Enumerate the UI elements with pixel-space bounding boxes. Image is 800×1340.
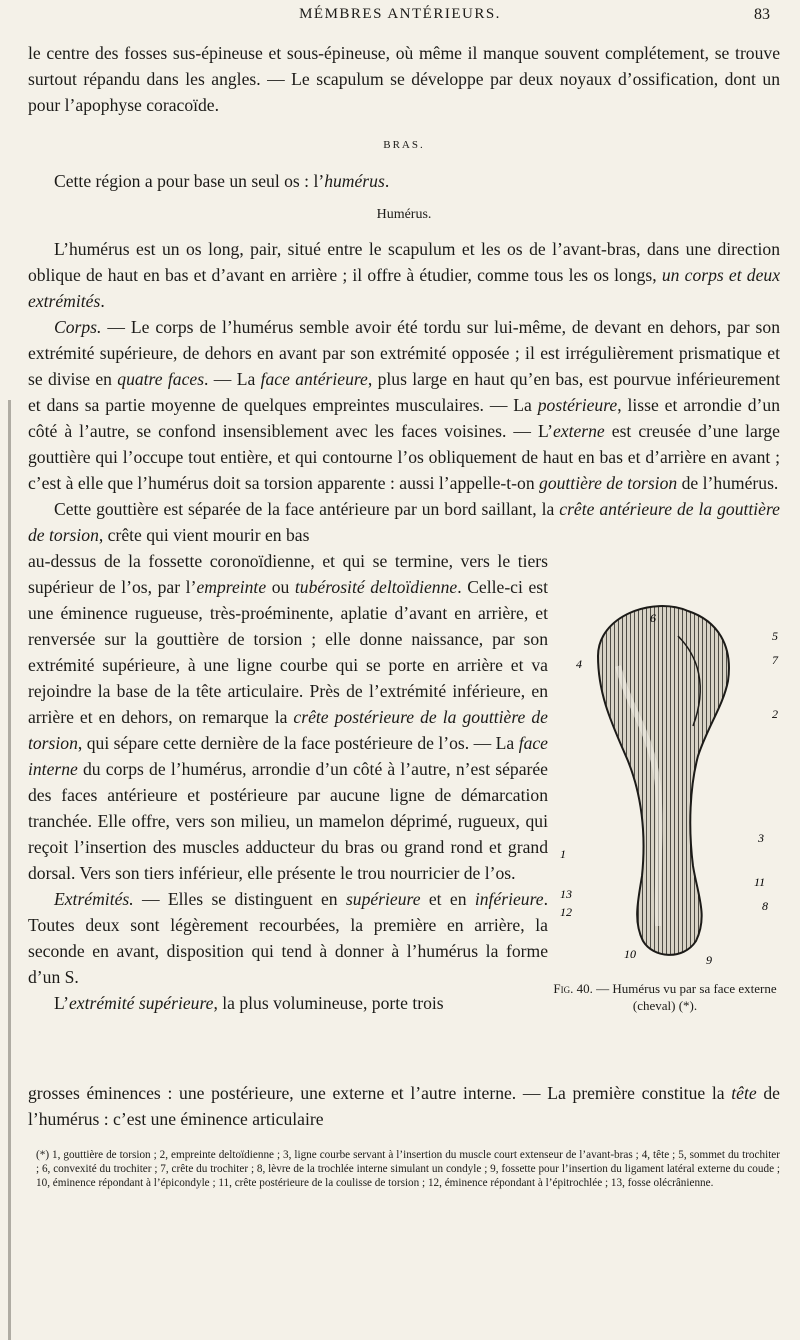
paragraph-corps: Corps. — Le corps de l’humérus semble avoir été tordu sur lui-même, de devant en dehors, par son extrémité supérieure, de dehors en avant par son extrémité opposée ; il est irrégulièrement prismatique et se divise en quatre faces. — La face antérieure, plus large en haut qu’en bas, est pourvue inférieurement et dans sa partie moyenne de quelques empreintes musculaires. — La postérieure, lisse et arrondie d’un côté à l’autre, se confond insensiblement avec les faces voisines. — L’externe est creusée d’une large gouttière qui l’occupe tout entière, et qui contourne l’os obliquement de haut en bas et d’arrière en avant ; c’est à elle que l’humérus doit sa torsion apparente : aussi l’appelle-t-on gouttière de torsion de l’humérus. <box>28 317 780 493</box>
figure-label: 11 <box>754 875 766 889</box>
humerus-illustration <box>558 596 788 966</box>
figure-label: 6 <box>650 611 656 625</box>
figure-label: 5 <box>772 629 778 643</box>
figure-label: 2 <box>772 707 778 721</box>
running-title: MÉMBRES ANTÉRIEURS. <box>299 6 501 22</box>
page-number: 83 <box>754 6 770 23</box>
figure-label: 10 <box>624 947 636 961</box>
section-heading: BRAS. <box>383 139 425 151</box>
section-intro: Cette région a pour base un seul os : l’humérus. <box>54 171 390 191</box>
figure-label: 12 <box>560 905 572 919</box>
humerus-figure <box>558 596 788 966</box>
paragraph-crete-intro: Cette gouttière est séparée de la face antérieure par un bord saillant, la crête antérieure de la gouttière de torsion, crête qui vient mourir en bas <box>28 499 780 545</box>
paragraph-extremite-cont: grosses éminences : une postérieure, une externe et l’autre interne. — La première constitue la tête de l’humérus : c’est une éminence articulaire <box>28 1083 780 1129</box>
paragraph-crete: au-dessus de la fossette coronoïdienne, et qui se termine, vers le tiers supérieur de l’os, par l’empreinte ou tubérosité deltoïdienne. Celle-ci est une éminence rugueuse, très-proéminente, aplatie d’avant en arrière, et renversée sur la gouttière de torsion ; elle donne naissance, par son extrémité supérieure, à une ligne courbe qui se porte en arrière et va rejoindre la base de la tête articulaire. Près de l’extrémité inférieure, en arrière et en dehors, on remarque la crête postérieure de la gouttière de torsion, qui sépare cette dernière de la face postérieure de l’os. — La face interne du corps de l’humérus, arrondie d’un côté à l’autre, n’est séparée des faces antérieure et postérieure par aucune ligne de démarcation tranchée. Elle offre, vers son milieu, un mamelon déprimé, rugueux, qui reçoit l’insertion des muscles adducteur du bras ou grand rond et grand dorsal. Vers son tiers inférieur, elle présente le trou nourricier de l’os. <box>28 551 549 883</box>
running-head <box>0 6 800 32</box>
intro-paragraph: le centre des fosses sus-épineuse et sous-épineuse, où même il manque souvent complétement, se trouve surtout répandu dans les angles. — Le scapulum se développe par deux noyaux d’ossification, dont un pour l’apophyse coracoïde. <box>28 43 780 115</box>
figure-caption: Fig. 40. — Humérus vu par sa face externe (cheval) (*). <box>553 981 777 1013</box>
figure-label: 4 <box>576 657 582 671</box>
figure-label: 1 <box>560 847 566 861</box>
figure-label: 3 <box>758 831 764 845</box>
subsection-heading: Humérus. <box>376 207 432 222</box>
binding-shadow <box>8 400 11 1340</box>
figure-label: 13 <box>560 887 572 901</box>
humerus-bone <box>598 606 729 955</box>
paragraph-extremites: Extrémités. — Elles se distinguent en supérieure et en inférieure. Toutes deux sont légèrement recourbées, la première en arrière, la seconde en avant, disposition qui tend à donner à l’humérus la forme d’un S. <box>28 889 549 987</box>
paragraph-extremite-sup: L’extrémité supérieure, la plus volumineuse, porte trois <box>54 993 444 1013</box>
figure-label: 8 <box>762 899 768 913</box>
wrapped-column <box>28 548 548 1016</box>
figure-label: 7 <box>772 653 778 667</box>
text-after-figure <box>28 1080 780 1132</box>
paragraph-general: L’humérus est un os long, pair, situé entre le scapulum et les os de l’avant-bras, dans une direction oblique de haut en bas et d’avant en arrière ; il offre à étudier, comme tous les os longs, un corps et deux extrémités. <box>28 239 781 311</box>
footnote: (*) 1, gouttière de torsion ; 2, empreinte deltoïdienne ; 3, ligne courbe servant à l’insertion du muscle court extenseur de l’avant-bras ; 4, tête ; 5, sommet du trochiter ; 6, convexité du trochiter ; 7, crête du trochiter ; 8, lèvre de la trochlée interne simulant un condyle ; 9, fossette pour l’insertion du ligament latéral externe du coude ; 10, éminence répondant à l’épicondyle ; 11, crête postérieure de la coulisse de torsion ; 12, éminence répondant à l’épitrochlée ; 13, fosse olécrânienne. <box>36 1149 780 1189</box>
figure-label: 9 <box>706 953 712 966</box>
